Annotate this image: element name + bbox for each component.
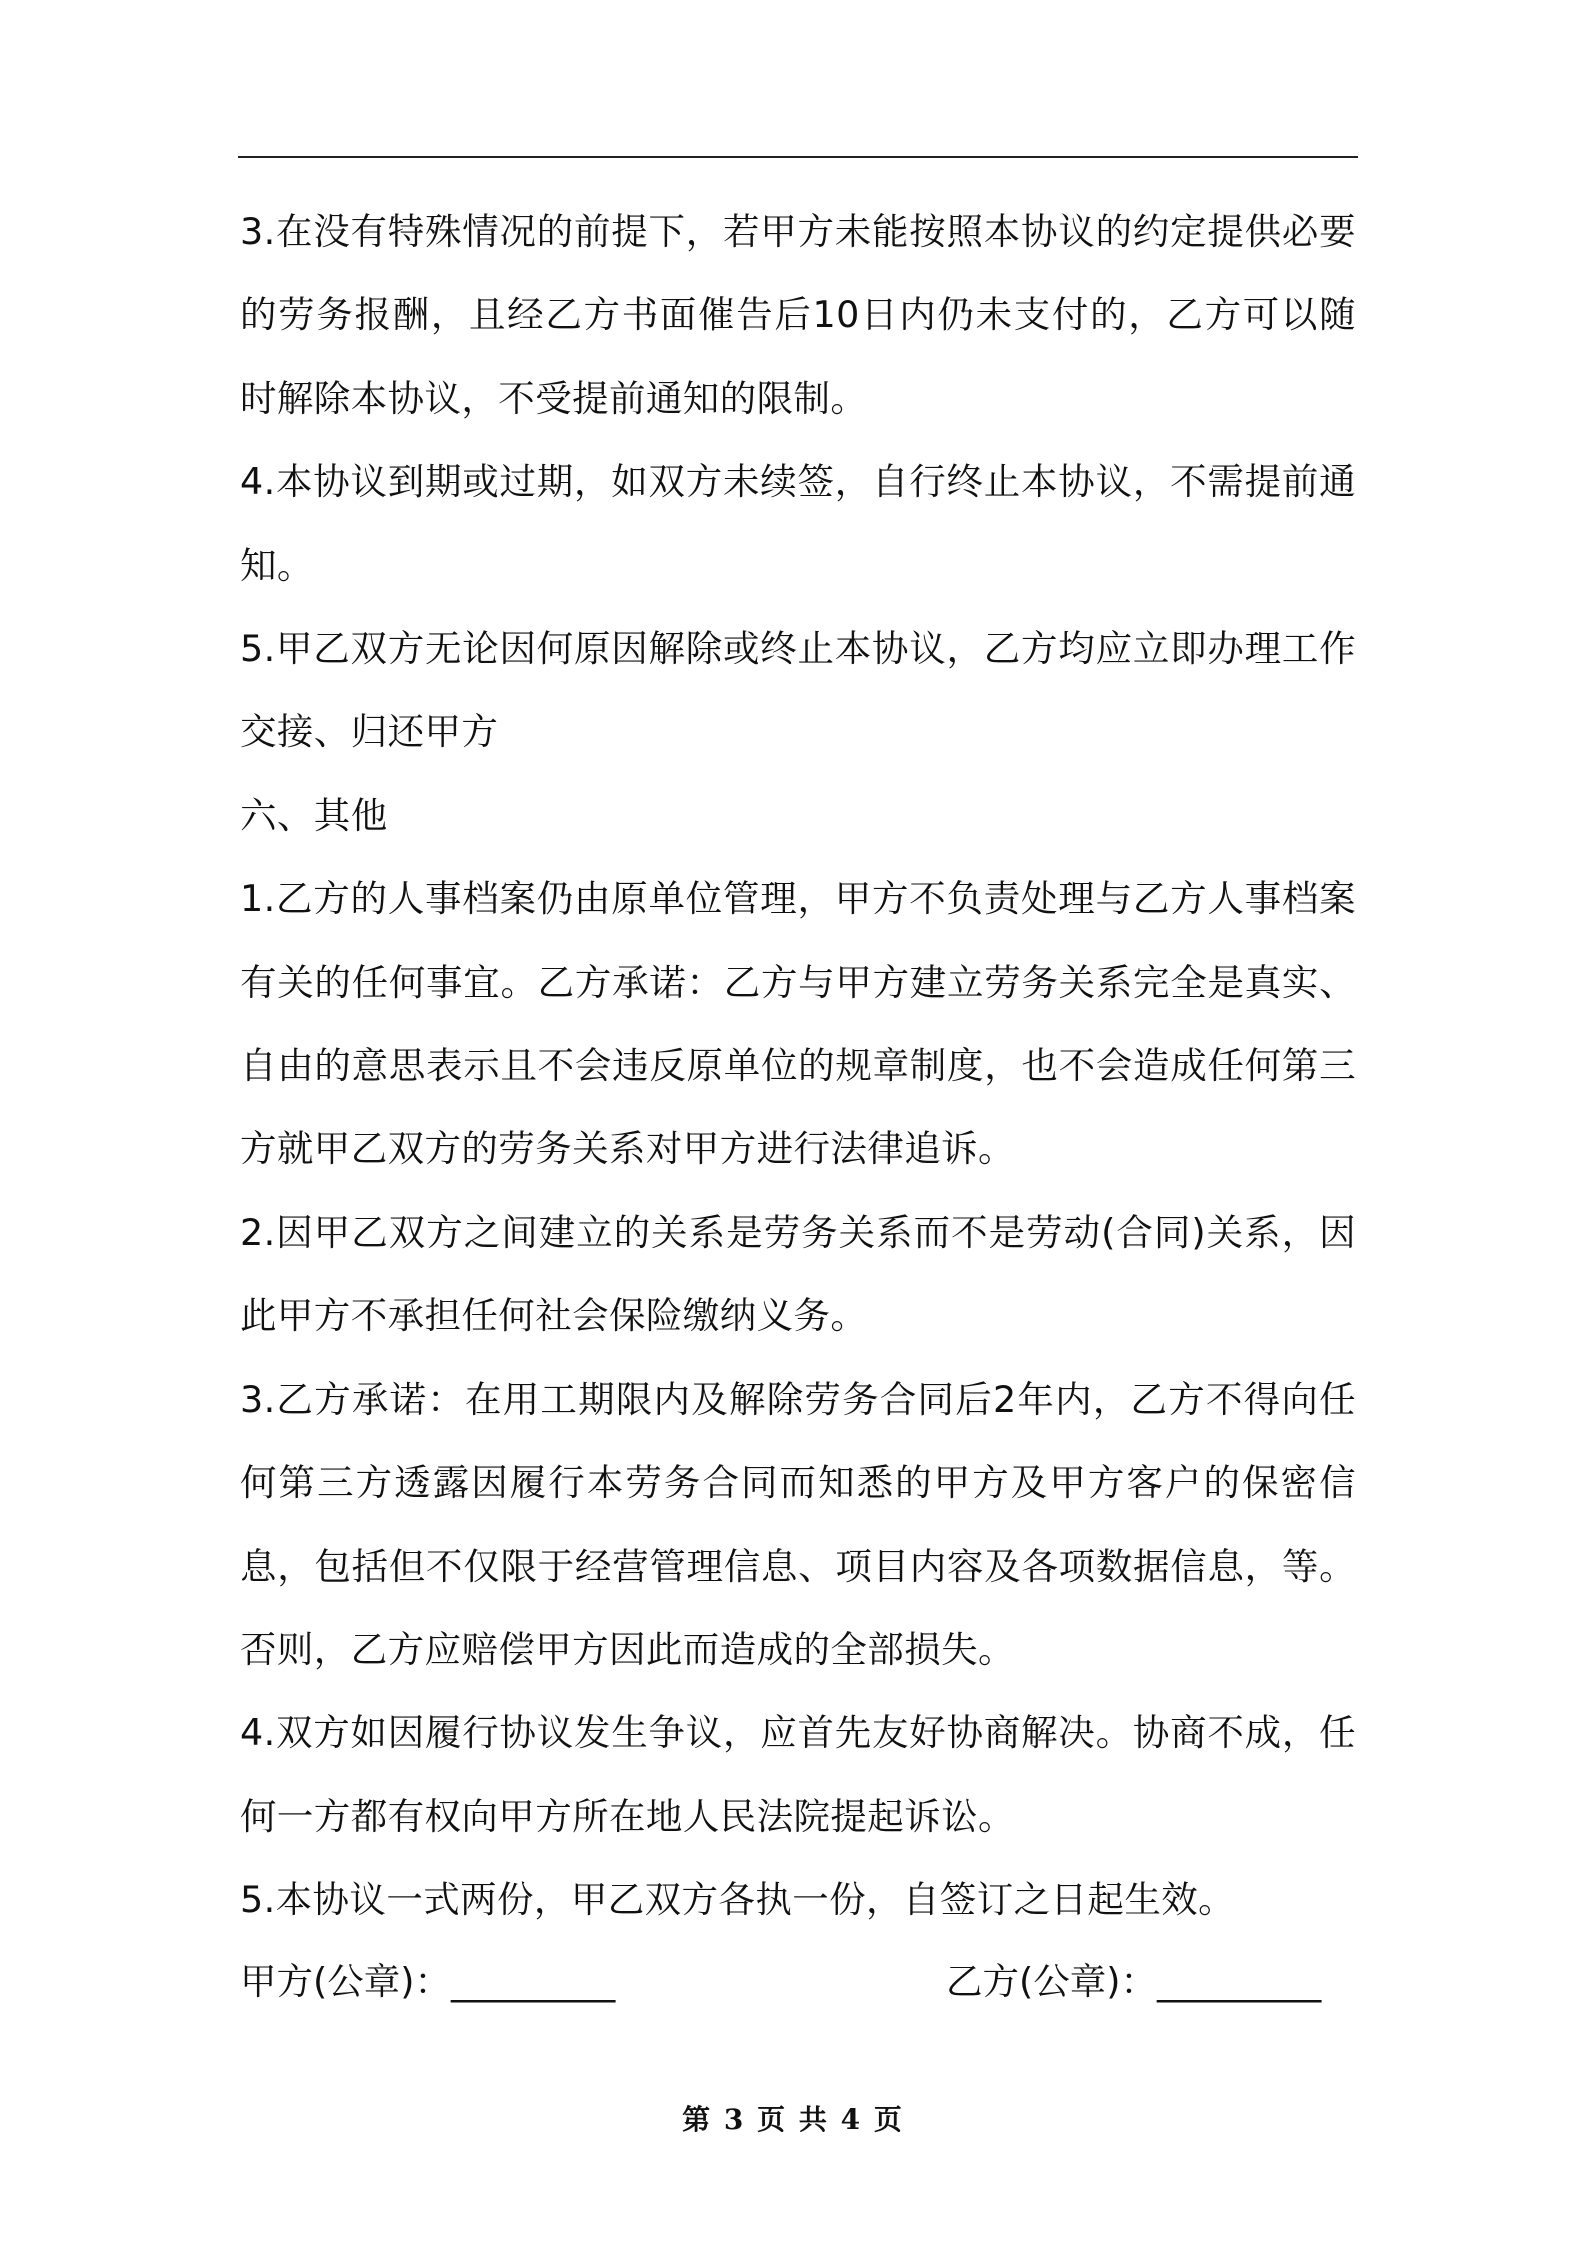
- clause-paragraph: 1.乙方的人事档案仍由原单位管理，甲方不负责处理与乙方人事档案有关的任何事宜。乙方承诺：乙方与甲方建立劳务关系完全是真实、自由的意思表示且不会违反原单位的规章制度，也不会造成任何第三方就甲乙双方的劳务关系对甲方进行法律追诉。: [240, 877, 1356, 1171]
- clause-paragraph: 2.因甲乙双方之间建立的关系是劳务关系而不是劳动(合同)关系，因此甲方不承担任何社会保险缴纳义务。: [240, 1210, 1356, 1338]
- party-b-signature-line: 乙方(公章)：_________: [946, 1960, 1322, 2003]
- clause-paragraph: 4.双方如因履行协议发生争议，应首先友好协商解决。协商不成，任何一方都有权向甲方所在地人民法院提起诉讼。: [240, 1711, 1356, 1838]
- clause-paragraph: 3.在没有特殊情况的前提下，若甲方未能按照本协议的约定提供必要的劳务报酬，且经乙方书面催告后10日内仍未支付的，乙方可以随时解除本协议，不受提前通知的限制。: [240, 210, 1356, 420]
- section-heading: 六、其他: [240, 793, 388, 837]
- clause-paragraph: 3.乙方承诺：在用工期限内及解除劳务合同后2年内，乙方不得向任何第三方透露因履行本劳务合同而知悉的甲方及甲方客户的保密信息，包括但不仅限于经营管理信息、项目内容及各项数据信息，等。否则，乙方应赔偿甲方因此而造成的全部损失。: [240, 1377, 1356, 1671]
- clause-paragraph: 4.本协议到期或过期，如双方未续签，自行终止本协议，不需提前通知。: [240, 460, 1356, 587]
- document-body: [240, 190, 1356, 1942]
- party-a-signature-line: 甲方(公章)：_________: [240, 1960, 616, 2003]
- clause-paragraph: 5.甲乙双方无论因何原因解除或终止本协议，乙方均应立即办理工作交接、归还甲方: [240, 627, 1356, 754]
- page-number: 第 3 页 共 4 页: [682, 2103, 904, 2136]
- signature-block: [240, 1940, 1356, 2024]
- clause-paragraph: 5.本协议一式两份，甲乙双方各执一份，自签订之日起生效。: [240, 1878, 1236, 1922]
- header-rule: [238, 156, 1358, 158]
